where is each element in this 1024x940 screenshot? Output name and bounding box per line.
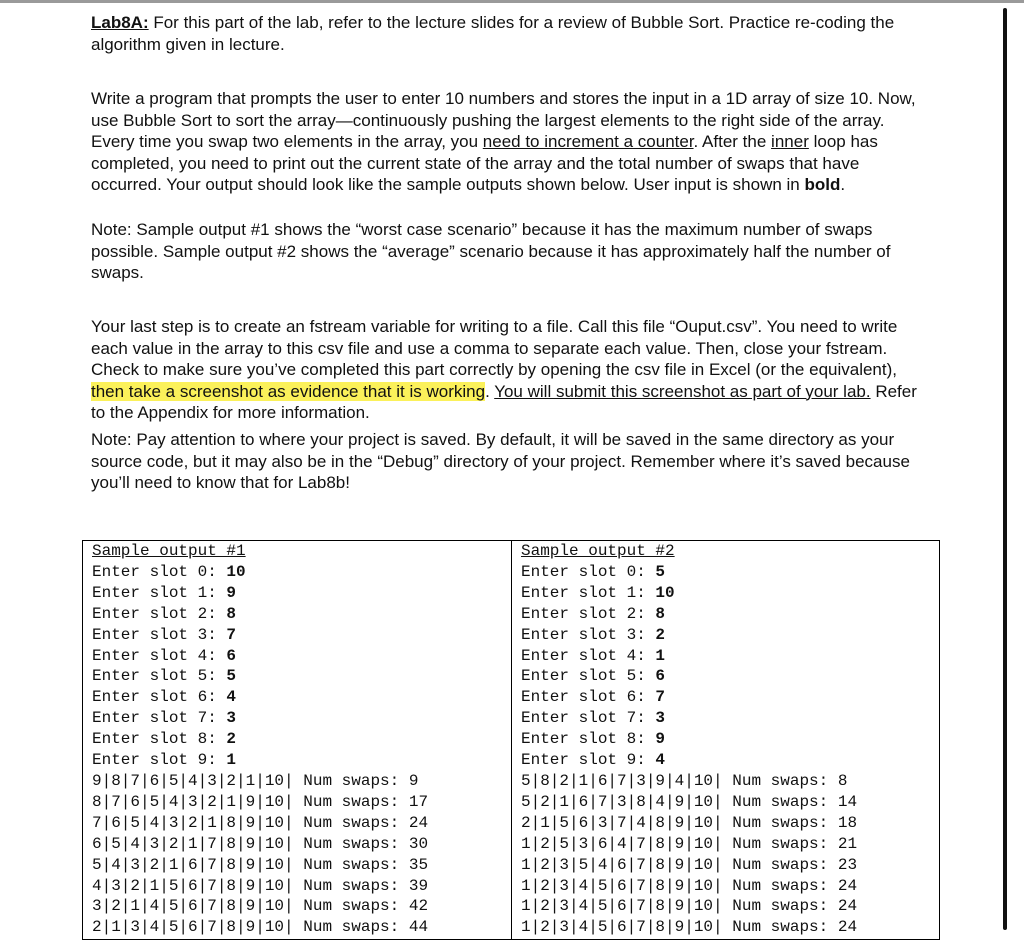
prompt-line xyxy=(92,583,511,604)
program-text-1: Write a program that prompts the user to enter 10 numbers and stores the input in a 1D array of size 10. Now, use Bubble Sort to sort the array—continuously pushing the largest elements to the right side of the array. Every time you swap two elements in the array, you xyxy=(91,89,916,151)
sample-output-2 xyxy=(511,541,939,939)
user-input-value: 5 xyxy=(655,562,666,581)
result-line: 2|1|5|6|3|7|4|8|9|10| Num swaps: 18 xyxy=(521,813,858,832)
program-text-4: . xyxy=(840,175,846,194)
program-text-2: . After the xyxy=(693,132,772,151)
user-input-value: 7 xyxy=(226,625,237,644)
user-input-value: 2 xyxy=(226,730,237,749)
prompt-line xyxy=(521,646,939,667)
prompt-label: Enter slot 3: xyxy=(521,625,656,644)
top-divider xyxy=(0,0,1024,3)
prompt-label: Enter slot 0: xyxy=(521,562,656,581)
user-input-value: 3 xyxy=(655,709,666,728)
prompt-label: Enter slot 9: xyxy=(521,751,656,770)
prompt-line xyxy=(521,750,939,771)
submit-underlined: You will submit this screenshot as part of your lab. xyxy=(494,381,871,401)
prompt-line xyxy=(92,666,511,687)
prompt-line xyxy=(521,687,939,708)
fstream-text-2: . xyxy=(485,381,495,401)
intro-text: For this part of the lab, refer to the lecture slides for a review of Bubble Sort. Practice re-coding the algorithm given in lecture. xyxy=(91,13,895,54)
lab-title: Lab8A: xyxy=(91,13,149,32)
prompt-line xyxy=(92,687,511,708)
result-line: 5|4|3|2|1|6|7|8|9|10| Num swaps: 35 xyxy=(92,855,429,874)
result-line: 1|2|5|3|6|4|7|8|9|10| Num swaps: 21 xyxy=(521,834,858,853)
user-input-value: 3 xyxy=(226,709,237,728)
prompt-line xyxy=(92,708,511,729)
program-text-3: loop has completed, you need to print out the current state of the array and the total number of swaps that have occurred. Your output should look like the sample outputs shown below. User input is shown in xyxy=(91,132,878,194)
highlighted-instruction: then take a screenshot as evidence that it is working xyxy=(91,381,486,401)
sample-title: Sample output #2 xyxy=(521,542,675,560)
prompt-label: Enter slot 1: xyxy=(92,583,227,602)
prompt-label: Enter slot 3: xyxy=(92,625,227,644)
user-input-value: 2 xyxy=(655,625,666,644)
result-line: 5|2|1|6|7|3|8|4|9|10| Num swaps: 14 xyxy=(521,792,858,811)
prompt-line xyxy=(521,583,939,604)
user-input-value: 10 xyxy=(226,562,246,581)
result-line: 8|7|6|5|4|3|2|1|9|10| Num swaps: 17 xyxy=(92,792,429,811)
prompt-line xyxy=(92,729,511,750)
prompt-label: Enter slot 8: xyxy=(92,730,227,749)
result-line: 4|3|2|1|5|6|7|8|9|10| Num swaps: 39 xyxy=(92,876,429,895)
prompt-line xyxy=(92,750,511,771)
user-input-value: 8 xyxy=(226,604,237,623)
result-line: 6|5|4|3|2|1|7|8|9|10| Num swaps: 30 xyxy=(92,834,429,853)
sample-outputs-table xyxy=(82,540,940,940)
result-line: 1|2|3|5|4|6|7|8|9|10| Num swaps: 23 xyxy=(521,855,858,874)
result-line: 5|8|2|1|6|7|3|9|4|10| Num swaps: 8 xyxy=(521,771,848,790)
prompt-label: Enter slot 4: xyxy=(92,646,227,665)
prompt-label: Enter slot 5: xyxy=(92,667,227,686)
user-input-value: 5 xyxy=(226,667,237,686)
prompt-label: Enter slot 2: xyxy=(92,604,227,623)
fstream-text-1: Your last step is to create an fstream variable for writing to a file. Call this file “Ouput.csv”. You need to write each value in the array to this csv file and use a comma to separate each value. Then, close your fstream. Check to make sure you’ve completed this part correctly by opening the csv file in Excel (or the equivalent), xyxy=(91,317,898,379)
prompt-label: Enter slot 9: xyxy=(92,751,227,770)
note-worst-case: Note: Sample output #1 shows the “worst case scenario” because it has the maximum number of swaps possible. Sample output #2 shows the “average” scenario because it has approximately half the number of swaps. xyxy=(91,220,891,282)
program-paragraph xyxy=(91,88,931,196)
counter-underlined: need to increment a counter xyxy=(482,132,694,151)
sample-output-1 xyxy=(83,541,511,939)
user-input-value: 9 xyxy=(655,730,666,749)
prompt-line xyxy=(521,708,939,729)
prompt-label: Enter slot 0: xyxy=(92,562,227,581)
prompt-line xyxy=(92,646,511,667)
result-line: 1|2|3|4|5|6|7|8|9|10| Num swaps: 24 xyxy=(521,897,858,916)
sample-title: Sample output #1 xyxy=(92,542,246,560)
prompt-label: Enter slot 7: xyxy=(521,709,656,728)
prompt-label: Enter slot 7: xyxy=(92,709,227,728)
result-line: 1|2|3|4|5|6|7|8|9|10| Num swaps: 24 xyxy=(521,918,858,937)
user-input-value: 1 xyxy=(655,646,666,665)
right-edge-bar xyxy=(1003,8,1007,930)
prompt-line xyxy=(521,625,939,646)
prompt-label: Enter slot 8: xyxy=(521,730,656,749)
prompt-label: Enter slot 6: xyxy=(521,688,656,707)
bold-word: bold xyxy=(804,175,841,194)
result-line: 1|2|3|4|5|6|7|8|9|10| Num swaps: 24 xyxy=(521,876,858,895)
user-input-value: 4 xyxy=(226,688,237,707)
user-input-value: 10 xyxy=(655,583,675,602)
prompt-label: Enter slot 2: xyxy=(521,604,656,623)
user-input-value: 1 xyxy=(226,751,237,770)
prompt-line xyxy=(92,625,511,646)
prompt-line xyxy=(521,729,939,750)
prompt-label: Enter slot 6: xyxy=(92,688,227,707)
fstream-text-3: Refer to the Appendix for more information. xyxy=(91,381,917,422)
prompt-line xyxy=(92,562,511,583)
prompt-line xyxy=(92,604,511,625)
prompt-line xyxy=(521,562,939,583)
inner-underlined: inner xyxy=(771,132,809,151)
result-line: 3|2|1|4|5|6|7|8|9|10| Num swaps: 42 xyxy=(92,897,429,916)
user-input-value: 8 xyxy=(655,604,666,623)
user-input-value: 9 xyxy=(226,583,237,602)
note-save-location: Note: Pay attention to where your project is saved. By default, it will be saved in the same directory as your source code, but it may also be in the “Debug” directory of your project. Remember where it’s saved because you’ll need to know that for Lab8b! xyxy=(91,430,910,492)
fstream-paragraph xyxy=(91,316,931,424)
result-line: 2|1|3|4|5|6|7|8|9|10| Num swaps: 44 xyxy=(92,918,429,937)
prompt-label: Enter slot 5: xyxy=(521,667,656,686)
result-line: 7|6|5|4|3|2|1|8|9|10| Num swaps: 24 xyxy=(92,813,429,832)
user-input-value: 6 xyxy=(655,667,666,686)
prompt-line xyxy=(521,604,939,625)
prompt-line xyxy=(521,666,939,687)
prompt-label: Enter slot 1: xyxy=(521,583,656,602)
user-input-value: 4 xyxy=(655,751,666,770)
user-input-value: 6 xyxy=(226,646,237,665)
user-input-value: 7 xyxy=(655,688,666,707)
prompt-label: Enter slot 4: xyxy=(521,646,656,665)
intro-paragraph xyxy=(91,12,931,55)
result-line: 9|8|7|6|5|4|3|2|1|10| Num swaps: 9 xyxy=(92,771,419,790)
